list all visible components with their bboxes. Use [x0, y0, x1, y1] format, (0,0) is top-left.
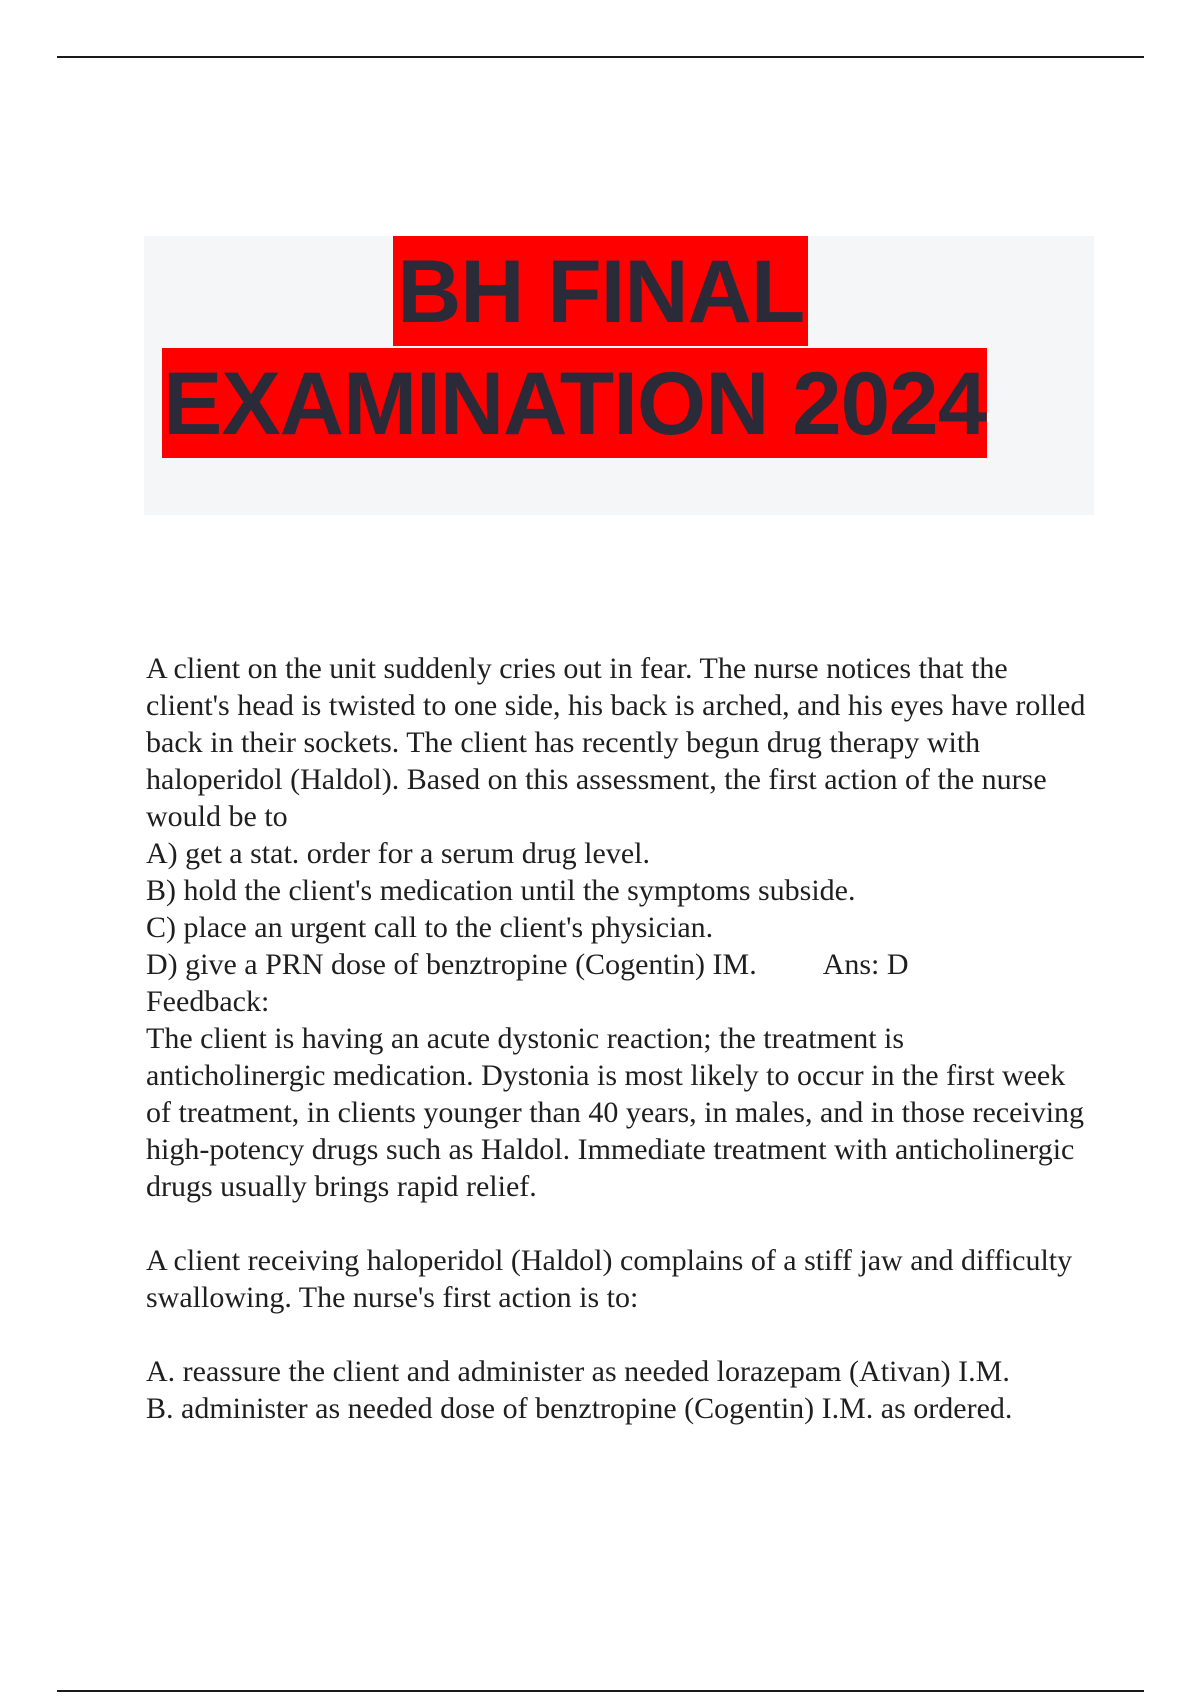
title-line-1: BH FINAL [393, 236, 808, 346]
question-2-stem: A client receiving haloperidol (Haldol) complains of a stiff jaw and difficulty swallowing. The nurse's first action is to: [146, 1244, 1073, 1314]
top-rule [57, 56, 1144, 58]
question-2-option-a: A. reassure the client and administer as needed lorazepam (Ativan) I.M. [146, 1355, 1010, 1388]
question-1-stem: A client on the unit suddenly cries out in fear. The nurse notices that the client's head is twisted to one side, his back is arched, and his eyes have rolled back in their sockets. The client has recently begun drug therapy with haloperidol (Haldol). Based on this assessment, the first action of the nurse would be to [146, 652, 1086, 833]
title-line-2: EXAMINATION 2024 [162, 348, 987, 458]
spacer [146, 1205, 1086, 1242]
question-1-option-d-line [146, 946, 1086, 983]
question-1-option-d: D) give a PRN dose of benztropine (Cogentin) IM. [146, 948, 757, 981]
spacer [146, 1316, 1086, 1353]
feedback-label: Feedback: [146, 985, 270, 1018]
feedback-text: The client is having an acute dystonic reaction; the treatment is anticholinergic medication. Dystonia is most likely to occur in the first week of treatment, in clients younger than 40 years, in males, and in those receiving high-potency drugs such as Haldol. Immediate treatment with anticholinergic drugs usually brings rapid relief. [146, 1022, 1085, 1203]
question-2-option-b: B. administer as needed dose of benztropine (Cogentin) I.M. as ordered. [146, 1392, 1013, 1425]
question-1-option-b: B) hold the client's medication until the symptoms subside. [146, 874, 856, 907]
document-body [146, 650, 1086, 1427]
question-1-option-c: C) place an urgent call to the client's physician. [146, 911, 714, 944]
bottom-rule [57, 1690, 1144, 1692]
question-1-answer: Ans: D [822, 948, 909, 981]
question-1-option-a: A) get a stat. order for a serum drug level. [146, 837, 650, 870]
